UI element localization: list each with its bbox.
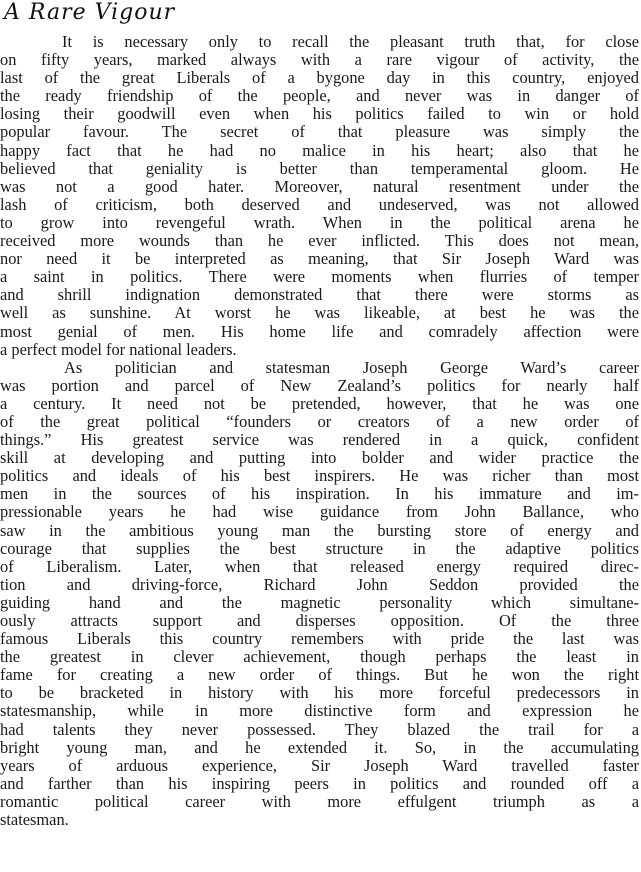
text-line: and farther than his inspiring peers in politics and rounded off a	[0, 774, 639, 793]
text-line: received more wounds than he ever inflicted. This does not mean,	[0, 232, 639, 251]
text-line: nor need it be interpreted as meaning, that Sir Joseph Ward was	[0, 250, 639, 269]
text-line: was not a good hater. Moreover, natural resentment under the	[0, 177, 639, 196]
article-body	[0, 33, 639, 829]
text-line: last of the great Liberals of a bygone day in this country, enjoyed	[0, 69, 639, 88]
text-line: tion and driving-force, Richard John Seddon provided the	[0, 575, 639, 594]
text-line: lash of criticism, both deserved and undeserved, was not allowed	[0, 195, 639, 214]
text-line: popular favour. The secret of that pleasure was simply the	[0, 123, 639, 142]
text-line: a century. It need not be pretended, however, that he was one	[0, 394, 639, 413]
text-line: to be bracketed in history with his more forceful predecessors in	[0, 684, 639, 703]
paragraph-1	[0, 33, 639, 359]
text-line: politics and ideals of his best inspirers. He was richer than most	[0, 467, 639, 486]
text-line: saw in the ambitious young man the bursting store of energy and	[0, 521, 639, 540]
text-line: and shrill indignation demonstrated that there were storms as	[0, 286, 639, 305]
text-line: things.” His greatest service was rendered in a quick, confident	[0, 431, 639, 450]
text-line: fame for creating a new order of things. But he won the right	[0, 666, 639, 685]
text-line: guiding hand and the magnetic personality which simultane-	[0, 593, 639, 612]
text-line: ously attracts support and disperses opposition. Of the three	[0, 612, 639, 630]
text-line: well as sunshine. At worst he was likeable, at best he was the	[0, 304, 639, 323]
text-line: statesmanship, while in more distinctive form and expression he	[0, 702, 639, 721]
text-line: to grow into revengeful wrath. When in the political arena he	[0, 213, 639, 232]
paragraph-2	[0, 359, 639, 829]
text-line: It is necessary only to recall the pleasant truth that, for close	[62, 33, 639, 51]
text-line: men in the sources of his inspiration. In his immature and im-	[0, 485, 639, 504]
article-headline: A Rare Vigour	[4, 0, 176, 25]
text-line: believed that geniality is better than temperamental gloom. He	[0, 159, 639, 178]
text-line: the ready friendship of the people, and never was in danger of	[0, 87, 639, 106]
text-line: happy fact that he had no malice in his heart; also that he	[0, 141, 639, 160]
text-line: statesman.	[0, 811, 69, 830]
text-line: the greatest in clever achievement, though perhaps the least in	[0, 648, 639, 667]
text-line: was portion and parcel of New Zealand’s politics for nearly half	[0, 376, 639, 395]
text-line: famous Liberals this country remembers with pride the last was	[0, 630, 639, 649]
text-line: a saint in politics. There were moments when flurries of temper	[0, 268, 639, 287]
text-line: on fifty years, marked always with a rare vigour of activity, the	[0, 51, 639, 70]
text-line: pressionable years he had wise guidance from John Ballance, who	[0, 503, 639, 522]
text-line: As politician and statesman Joseph George Ward’s career	[64, 358, 639, 377]
text-line: bright young man, and he extended it. So, in the accumulating	[0, 738, 639, 757]
text-line: a perfect model for national leaders.	[0, 340, 237, 359]
text-line: years of arduous experience, Sir Joseph Ward travelled faster	[0, 756, 639, 775]
text-line: of Liberalism. Later, when that released energy required direc-	[0, 557, 639, 576]
text-line: most genial of men. His home life and comradely affection were	[0, 322, 639, 341]
text-line: courage that supplies the best structure in the adaptive politics	[0, 539, 639, 558]
text-line: skill at developing and putting into bolder and wider practice the	[0, 449, 639, 468]
text-line: of the great political “founders or creators of a new order of	[0, 412, 639, 431]
text-line: had talents they never possessed. They blazed the trail for a	[0, 720, 639, 739]
text-line: losing their goodwill even when his politics failed to win or hold	[0, 105, 639, 124]
text-line: romantic political career with more effulgent triumph as a	[0, 792, 639, 811]
